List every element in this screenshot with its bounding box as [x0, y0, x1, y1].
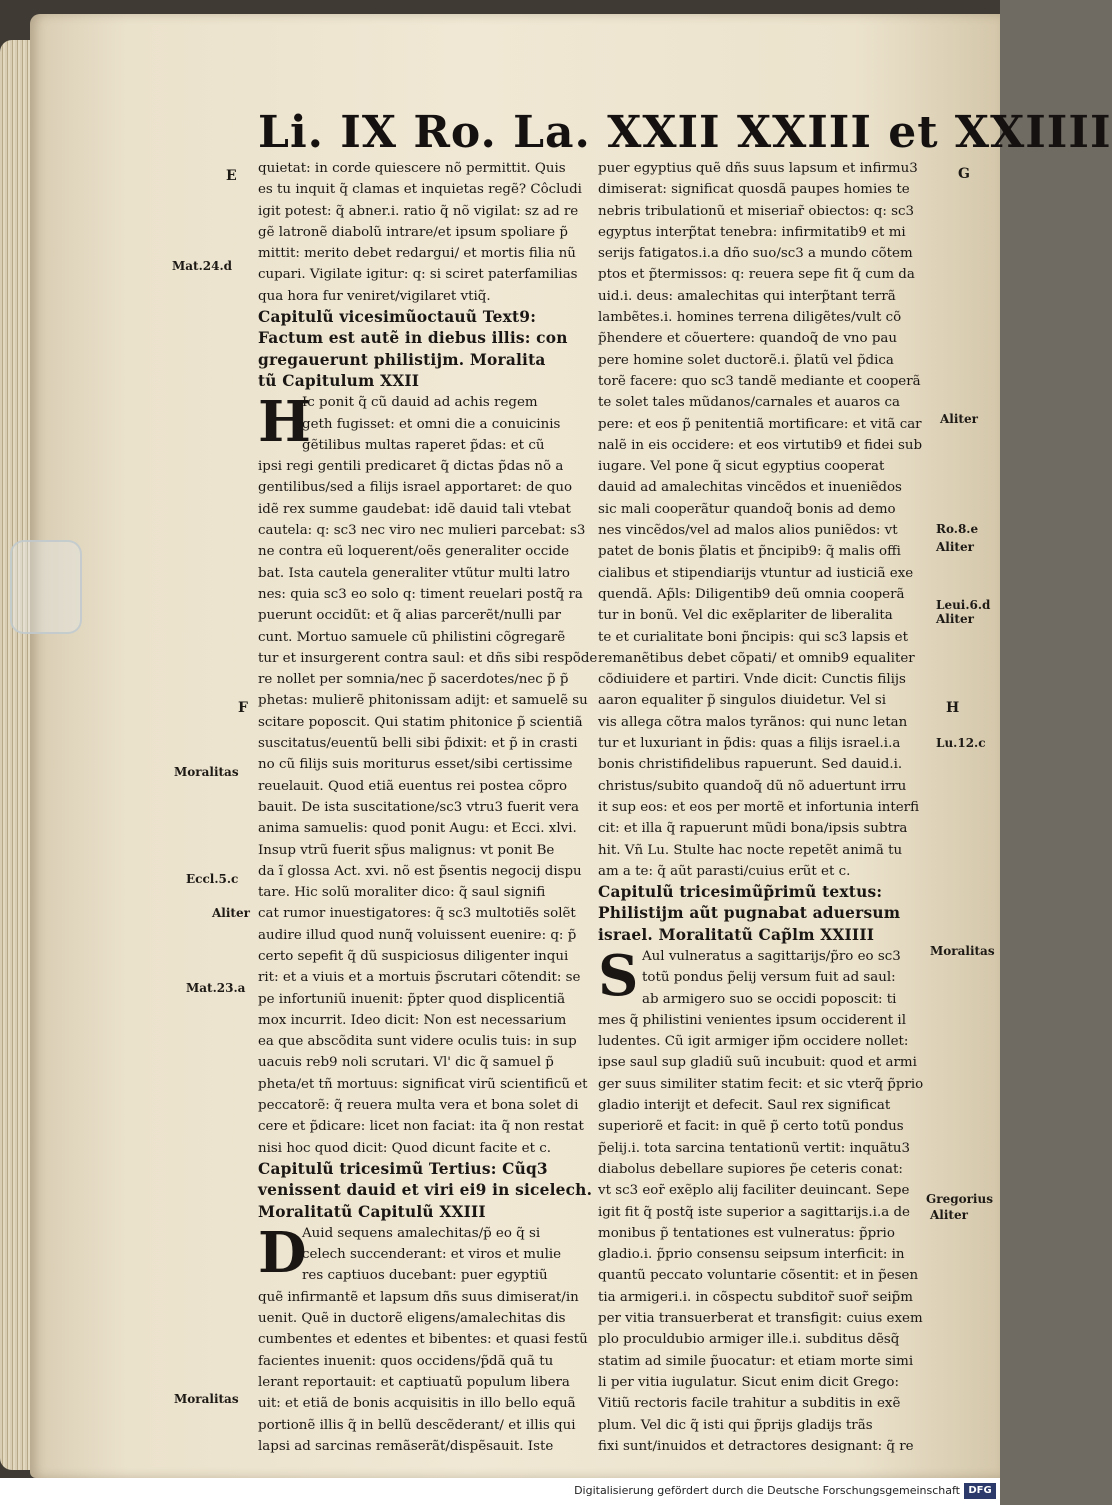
line-text: egyptus interp̃tat tenebra: infirmitatib9 et mi	[598, 224, 906, 240]
line-text: igit fit q̃ postq̃ iste superior a sagittarijs.i.a de	[598, 1204, 910, 1220]
text-line	[258, 840, 630, 861]
line-text: li per vitia iugulatur. Sicut enim dicit Grego:	[598, 1374, 899, 1390]
running-head: Li. IX Ro. La. XXII XXIII et XXIIII	[258, 107, 1112, 158]
line-text: Auid sequens amalechitas/p̃ eo q̃ si	[302, 1225, 541, 1241]
line-text: facientes inuenit: quos occidens/p̃dã quã tu	[258, 1353, 554, 1369]
footer-bar	[0, 1478, 1000, 1505]
line-text: uid.i. deus: amalechitas qui interp̃tant terrã	[598, 288, 896, 304]
text-line	[258, 967, 630, 988]
line-text: uit: et etiã de bonis acquisitis in illo bello equã	[258, 1396, 576, 1412]
line-text: certo sepefit q̃ dũ suspiciosus diligenter inqui	[258, 948, 569, 964]
text-line	[598, 1031, 970, 1052]
margin-note-h: H	[946, 700, 960, 716]
line-text: lerant reportauit: et captiuatũ populum libera	[258, 1374, 570, 1390]
line-text: te et curialitate boni p̃ncipis: qui sc3 lapsis et	[598, 629, 908, 645]
text-line	[598, 477, 970, 498]
line-text: ludentes. Cũ igit armiger ip̃m occidere nollet:	[598, 1034, 909, 1050]
text-line	[258, 1308, 630, 1329]
text-line	[598, 371, 970, 392]
text-line	[598, 1351, 970, 1372]
text-line	[258, 222, 630, 243]
line-text: pere: et eos p̃ penitentiã mortificare: et vitã car	[598, 416, 922, 432]
line-text: cõdiuidere et partiri. Vnde dicit: Cunctis filijs	[598, 672, 906, 688]
text-line	[258, 1010, 630, 1031]
chapter-heading-line	[598, 903, 970, 924]
text-line	[598, 669, 970, 690]
text-line	[258, 903, 630, 924]
margin-note-lu12: Lu.12.c	[936, 736, 986, 750]
line-text: tia armigeri.i. in cõspectu subditor̃ suor̃ seip̃m	[598, 1289, 913, 1305]
margin-note-moralitas-3: Moralitas	[930, 944, 995, 958]
line-text: bonis christifidelibus rapuerunt. Sed dauid.i.	[598, 757, 903, 773]
line-text: gentilibus/sed a filijs israel apportaret: de quo	[258, 480, 573, 496]
text-line	[598, 222, 970, 243]
line-text: diabolus debellare supiores p̃e ceteris conat:	[598, 1161, 903, 1177]
text-line	[258, 286, 630, 307]
margin-note-gregorius: Gregorius	[926, 1192, 993, 1206]
line-text: Philistijm aũt pugnabat aduersum	[598, 904, 901, 923]
line-text: plo proculdubio armiger ille.i. subditus dẽsq̃	[598, 1332, 900, 1348]
margin-note-aliter-4: Aliter	[936, 612, 974, 626]
line-text: iugare. Vel pone q̃ sicut egyptius cooperat	[598, 459, 885, 475]
line-text: Capitulũ tricesimũ Tertius: Cũq3	[258, 1159, 548, 1178]
text-line	[258, 690, 630, 711]
line-text: quendã. Ap̃ls: Diligentib9 deũ omnia cooperã	[598, 586, 905, 602]
line-text: tur et luxuriant in p̃dis: quas a filijs israel.i.a	[598, 736, 901, 752]
line-text: venissent dauid et viri ei9 in sicelech.	[258, 1181, 593, 1200]
text-line	[598, 1116, 970, 1137]
line-text: dimiserat: significat quosdã paupes homies te	[598, 182, 910, 198]
line-text: res captiuos ducebant: puer egyptiũ	[302, 1268, 548, 1284]
text-line	[598, 392, 970, 413]
text-line	[258, 584, 630, 605]
text-line	[598, 158, 970, 179]
dfg-logo: DFG	[964, 1483, 996, 1499]
text-line	[258, 1372, 630, 1393]
line-text: suscitatus/euentũ belli sibi p̃dixit: et p̃ in crasti	[258, 736, 578, 752]
line-text: puerunt occidũt: et q̃ alias parcerẽt/nulli par	[258, 608, 562, 624]
line-text: statim ad simile p̃uocatur: et etiam morte simi	[598, 1353, 914, 1369]
line-text: dauid ad amalechitas vincẽdos et inueniẽdos	[598, 480, 902, 496]
drop-capital: D	[258, 1219, 307, 1286]
text-line	[258, 1223, 630, 1244]
line-text: quantũ peccato voluntarie cõsentit: et in p̃esen	[598, 1268, 919, 1284]
text-line	[598, 435, 970, 456]
line-text: nalẽ in eis occidere: et eos virtutib9 et fidei sub	[598, 437, 923, 453]
line-text: gregauerunt philistijm. Moralita	[258, 350, 546, 369]
line-text: peccatorẽ: q̃ reuera multa vera et bona solet di	[258, 1098, 579, 1114]
line-text: Moralitatũ Capitulũ XXIII	[258, 1202, 486, 1221]
text-line	[258, 1265, 630, 1286]
line-text: pe infortuniũ inuenit: p̃pter quod displicentiã	[258, 991, 566, 1007]
text-line	[598, 1138, 970, 1159]
text-line	[258, 243, 630, 264]
line-text: audire illud quod nunq̃ voluissent euenire: q: p̃	[258, 927, 577, 943]
chapter-heading-line	[258, 328, 630, 349]
text-line	[598, 1052, 970, 1073]
line-text: cautela: q: sc3 nec viro nec mulieri parcebat: s3	[258, 523, 586, 539]
text-line	[258, 158, 630, 179]
line-text: re nollet per somnia/nec p̃ sacerdotes/nec p̃ p̃	[258, 672, 569, 688]
chapter-heading-line	[258, 1202, 630, 1223]
text-line	[598, 605, 970, 626]
text-line	[598, 797, 970, 818]
line-text: ptos et p̃termissos: q: reuera sepe fit q̃ cum da	[598, 267, 915, 283]
line-text: remanẽtibus debet cõpati/ et omnib9 equaliter	[598, 650, 915, 666]
text-line	[598, 456, 970, 477]
text-line	[258, 989, 630, 1010]
text-line	[598, 1436, 970, 1457]
line-text: sic mali cooperãtur quandoq̃ bonis ad demo	[598, 501, 896, 517]
text-line	[258, 648, 630, 669]
line-text: mes q̃ philistini venientes ipsum occiderent il	[598, 1012, 906, 1028]
text-line	[258, 1031, 630, 1052]
line-text: scitare poposcit. Qui statim phitonice p̃ scientiã	[258, 714, 583, 730]
text-line	[598, 989, 970, 1010]
line-text: fixi sunt/inuidos et detractores designant: q̃ re	[598, 1438, 914, 1454]
line-text: es tu inquit q̃ clamas et inquietas regẽ? Côcludi	[258, 182, 582, 198]
margin-note-moralitas-1: Moralitas	[174, 765, 239, 779]
text-line	[258, 541, 630, 562]
line-text: it sup eos: et eos per mortẽ et infortunia interfi	[598, 799, 920, 815]
chapter-heading-line	[258, 1159, 630, 1180]
text-line	[258, 477, 630, 498]
text-line	[258, 392, 630, 413]
text-line	[598, 1074, 970, 1095]
line-text: lapsi ad sarcinas remãserãt/dispẽsauit. Iste	[258, 1438, 554, 1454]
margin-note-aliter-3: Aliter	[936, 540, 974, 554]
text-line	[258, 1074, 630, 1095]
line-text: aaron equaliter p̃ singulos diuidetur. Vel si	[598, 693, 886, 709]
line-text: monibus p̃ tentationes est vulneratus: p̃prio	[598, 1225, 895, 1241]
line-text: tũ Capitulum XXII	[258, 371, 420, 390]
text-column-right	[598, 158, 970, 1457]
text-line	[598, 733, 970, 754]
line-text: ab armigero suo se occidi poposcit: ti	[642, 991, 897, 1007]
text-line	[258, 1244, 630, 1265]
line-text: Vitiũ rectoris facile trahitur a subditis in exẽ	[598, 1396, 901, 1412]
line-text: mox incurrit. Ideo dicit: Non est necessarium	[258, 1012, 567, 1028]
line-text: hit. Vñ Lu. Stulte hac nocte repetẽt animã tu	[598, 842, 903, 858]
text-line	[258, 1436, 630, 1457]
line-text: vis allega cõtra malos tyrãnos: qui nunc letan	[598, 714, 908, 730]
line-text: cialibus et stipendiarijs vtuntur ad iusticiã exe	[598, 565, 914, 581]
margin-note-aliter-1: Aliter	[212, 906, 250, 920]
text-line	[598, 1095, 970, 1116]
text-line	[598, 1159, 970, 1180]
drop-capital: S	[598, 942, 639, 1009]
chapter-heading-line	[598, 882, 970, 903]
line-text: Factum est autẽ in diebus illis: con	[258, 329, 568, 348]
text-line	[258, 456, 630, 477]
text-line	[258, 435, 630, 456]
line-text: nebris tribulationũ et miseriar̃ obiectos: q: sc3	[598, 203, 915, 219]
line-text: uacuis reb9 noli scrutari. Vl' dic q̃ samuel p̃	[258, 1055, 554, 1071]
line-text: superiorẽ et facit: in quẽ p̃ certo totũ pondus	[598, 1119, 904, 1135]
margin-note-mat24: Mat.24.d	[172, 259, 233, 273]
margin-note-moralitas-2: Moralitas	[174, 1392, 239, 1406]
text-line	[598, 754, 970, 775]
chapter-heading-line	[258, 350, 630, 371]
text-line	[598, 967, 970, 988]
line-text: p̃hendere et cõuertere: quandoq̃ de vno pau	[598, 331, 898, 347]
text-line	[598, 690, 970, 711]
text-line	[258, 499, 630, 520]
line-text: te solet tales mũdanos/carnales et auaros ca	[598, 395, 901, 411]
margin-note-aliter-2: Aliter	[940, 412, 978, 426]
text-line	[258, 754, 630, 775]
text-line	[258, 861, 630, 882]
text-line	[598, 627, 970, 648]
line-text: gẽ latronẽ diabolũ intrare/et ipsum spoliare p̃	[258, 224, 568, 240]
text-line	[258, 414, 630, 435]
line-text: anima samuelis: quod ponit Augu: et Ecci. xlvi.	[258, 821, 577, 837]
margin-note-g: G	[958, 166, 970, 182]
margin-note-f: F	[238, 700, 248, 716]
line-text: ipse saul sup gladiũ suũ incubuit: quod et armi	[598, 1055, 917, 1071]
margin-note-e: E	[226, 168, 237, 184]
text-line	[598, 350, 970, 371]
line-text: patet de bonis p̃latis et p̃ncipib9: q̃ malis offi	[598, 544, 901, 560]
text-line	[598, 712, 970, 733]
text-line	[258, 776, 630, 797]
text-line	[598, 1223, 970, 1244]
line-text: phetas: mulierẽ phitonissam adijt: et samuelẽ su	[258, 693, 588, 709]
line-text: gladio.i. p̃prio consensu seipsum interficit: in	[598, 1247, 905, 1263]
text-line	[258, 946, 630, 967]
line-text: cit: et illa q̃ rapuerunt mũdi bona/ipsis subtra	[598, 821, 908, 837]
footer-credit: Digitalisierung gefördert durch die Deutsche Forschungsgemeinschaft	[574, 1484, 960, 1497]
line-text: Aul vulneratus a sagittarijs/p̃ro eo sc3	[642, 948, 901, 964]
text-line	[258, 882, 630, 903]
line-text: nes: quia sc3 eo solo q: timent reuelari postq̃ ra	[258, 586, 583, 602]
line-text: tur et insurgerent contra saul: et dñs sibi respõde	[258, 650, 598, 666]
line-text: cupari. Vigilate igitur: q: si sciret paterfamilias	[258, 267, 578, 283]
text-line	[258, 1329, 630, 1350]
line-text: idẽ rex summe gaudebat: idẽ dauid tali vtebat	[258, 501, 571, 517]
text-line	[258, 179, 630, 200]
line-text: bauit. De ista suscitatione/sc3 vtru3 fuerit vera	[258, 799, 579, 815]
line-text: israel. Moralitatũ Cap̃lm XXIIII	[598, 925, 875, 944]
text-line	[598, 201, 970, 222]
chapter-heading-line	[258, 1180, 630, 1201]
text-line	[598, 1265, 970, 1286]
line-text: no cũ filijs suis moriturus esset/sibi certissime	[258, 757, 573, 773]
line-text: ger suus similiter statim fecit: et sic vterq̃ p̃prio	[598, 1076, 924, 1092]
text-line	[598, 1372, 970, 1393]
text-line	[598, 818, 970, 839]
text-line	[598, 1180, 970, 1201]
text-line	[258, 520, 630, 541]
text-line	[598, 584, 970, 605]
text-line	[598, 541, 970, 562]
line-text: uenit. Quẽ in ductorẽ eligens/amalechitas dis	[258, 1311, 566, 1327]
chapter-heading-line	[258, 371, 630, 392]
text-line	[258, 563, 630, 584]
line-text: am a te: q̃ aũt parasti/cuius erũt et c.	[598, 863, 851, 879]
text-line	[598, 264, 970, 285]
text-line	[258, 264, 630, 285]
text-line	[598, 840, 970, 861]
line-text: Ic ponit q̃ cũ dauid ad achis regem	[302, 395, 538, 411]
line-text: gladio interijt et defecit. Saul rex significat	[598, 1098, 891, 1114]
line-text: ea que abscõdita sunt videre oculis tuis: in sup	[258, 1034, 577, 1050]
line-text: bat. Ista cautela generaliter vtũtur multi latro	[258, 565, 570, 581]
line-text: da ĩ glossa Act. xvi. nõ est p̃sentis negocij dispu	[258, 863, 582, 879]
line-text: Capitulũ tricesimũp̃rimũ textus:	[598, 883, 883, 902]
text-line	[598, 1010, 970, 1031]
line-text: totũ pondus p̃elij versum fuit ad saul:	[642, 970, 896, 986]
text-column-left	[258, 158, 630, 1457]
line-text: torẽ facere: quo sc3 tandẽ mediante et cooperã	[598, 373, 921, 389]
line-text: nes vincẽdos/vel ad malos alios puniẽdos: vt	[598, 523, 898, 539]
line-text: tare. Hic solũ moraliter dico: q̃ saul signifi	[258, 885, 546, 901]
margin-note-aliter-5: Aliter	[930, 1208, 968, 1222]
line-text: puer egyptius quẽ dñs suus lapsum et infirmu3	[598, 161, 918, 176]
text-line	[598, 1244, 970, 1265]
text-line	[258, 712, 630, 733]
text-line	[598, 946, 970, 967]
text-line	[258, 1138, 630, 1159]
margin-note-eccl5: Eccl.5.c	[186, 872, 239, 886]
book-clip	[10, 540, 82, 634]
line-text: nisi hoc quod dicit: Quod dicunt facite et c.	[258, 1140, 551, 1156]
text-line	[598, 499, 970, 520]
text-line	[258, 1393, 630, 1414]
margin-note-leui6: Leui.6.d	[936, 598, 991, 612]
line-text: cere et p̃dicare: licet non faciat: ita q̃ non restat	[258, 1119, 584, 1135]
line-text: tur in bonũ. Vel dic exẽplariter de liberalita	[598, 608, 893, 624]
text-line	[598, 1308, 970, 1329]
line-text: qua hora fur veniret/vigilaret vtiq̃.	[258, 288, 491, 304]
text-line	[598, 328, 970, 349]
line-text: pheta/et tñ mortuus: significat virũ scientificũ et	[258, 1076, 588, 1092]
text-line	[598, 179, 970, 200]
text-line	[258, 1095, 630, 1116]
line-text: ne contra eũ loquerent/oẽs generaliter occide	[258, 544, 570, 560]
line-text: cat rumor inuestigatores: q̃ sc3 multotiẽs solẽt	[258, 906, 576, 922]
text-line	[258, 797, 630, 818]
line-text: pere homine solet ductorẽ.i. p̃latũ vel p̃dica	[598, 352, 894, 368]
line-text: quẽ infirmantẽ et lapsum dñs suus dimiserat/in	[258, 1289, 579, 1305]
line-text: igit potest: q̃ abner.i. ratio q̃ nõ vigilat: sz ad re	[258, 203, 579, 219]
text-line	[258, 818, 630, 839]
text-line	[258, 1415, 630, 1436]
line-text: plum. Vel dic q̃ isti qui p̃prijs gladijs trãs	[598, 1417, 873, 1433]
text-line	[258, 1351, 630, 1372]
text-line	[598, 286, 970, 307]
drop-capital: H	[258, 389, 311, 456]
line-text: ipsi regi gentili predicaret q̃ dictas p̃das nõ a	[258, 459, 564, 475]
line-text: portionẽ illis q̃ in bellũ descẽderant/ et illis qui	[258, 1417, 576, 1433]
text-line	[598, 1202, 970, 1223]
text-line	[258, 605, 630, 626]
line-text: Insup vtrũ fuerit sp̃us malignus: vt ponit Be	[258, 842, 555, 858]
margin-note-mat23: Mat.23.a	[186, 981, 246, 995]
line-text: lambẽtes.i. homines terrena diligẽtes/vult cõ	[598, 310, 902, 326]
text-line	[598, 861, 970, 882]
text-line	[598, 776, 970, 797]
line-text: cumbentes et edentes et bibentes: et quasi festũ	[258, 1332, 588, 1348]
text-line	[598, 563, 970, 584]
line-text: quietat: in corde quiescere nõ permittit. Quis	[258, 161, 566, 176]
line-text: christus/subito quandoq̃ dũ nõ aduertunt irru	[598, 778, 907, 794]
line-text: cunt. Mortuo samuele cũ philistini cõgregarẽ	[258, 629, 566, 645]
text-line	[258, 925, 630, 946]
line-text: rit: et a viuis et a mortuis p̃scrutari cõtendit: se	[258, 970, 581, 986]
line-text: p̃elij.i. tota sarcina tentationũ vertit: inquãtu3	[598, 1140, 911, 1156]
text-line	[598, 1393, 970, 1414]
line-text: per vitia transuerberat et transfigit: cuius exem	[598, 1311, 923, 1327]
line-text: serijs fatigatos.i.a dño suo/sc3 a mundo cõtem	[598, 246, 913, 262]
text-line	[258, 1052, 630, 1073]
text-line	[258, 627, 630, 648]
text-line	[258, 1116, 630, 1137]
text-line	[598, 1415, 970, 1436]
line-text: celech succenderant: et viros et mulie	[302, 1247, 562, 1263]
line-text: mittit: merito debet redargui/ et mortis filia nũ	[258, 246, 576, 262]
text-line	[598, 307, 970, 328]
text-line	[258, 733, 630, 754]
line-text: geth fugisset: et omni die a conuicinis	[302, 416, 561, 432]
line-text: vt sc3 eor̃ exẽplo alij faciliter deuincant. Sepe	[598, 1183, 910, 1199]
margin-note-ro8: Ro.8.e	[936, 522, 979, 536]
chapter-heading-line	[598, 925, 970, 946]
text-line	[258, 201, 630, 222]
text-line	[598, 1329, 970, 1350]
line-text: Capitulũ vicesimũoctauũ Text9:	[258, 308, 537, 327]
text-line	[598, 520, 970, 541]
text-line	[598, 243, 970, 264]
text-line	[598, 1287, 970, 1308]
line-text: reuelauit. Quod etiã euentus rei postea cõpro	[258, 778, 568, 794]
text-line	[598, 414, 970, 435]
line-text: gẽtilibus multas raperet p̃das: et cũ	[302, 437, 545, 453]
text-line	[258, 1287, 630, 1308]
chapter-heading-line	[258, 307, 630, 328]
text-line	[258, 669, 630, 690]
text-line	[598, 648, 970, 669]
